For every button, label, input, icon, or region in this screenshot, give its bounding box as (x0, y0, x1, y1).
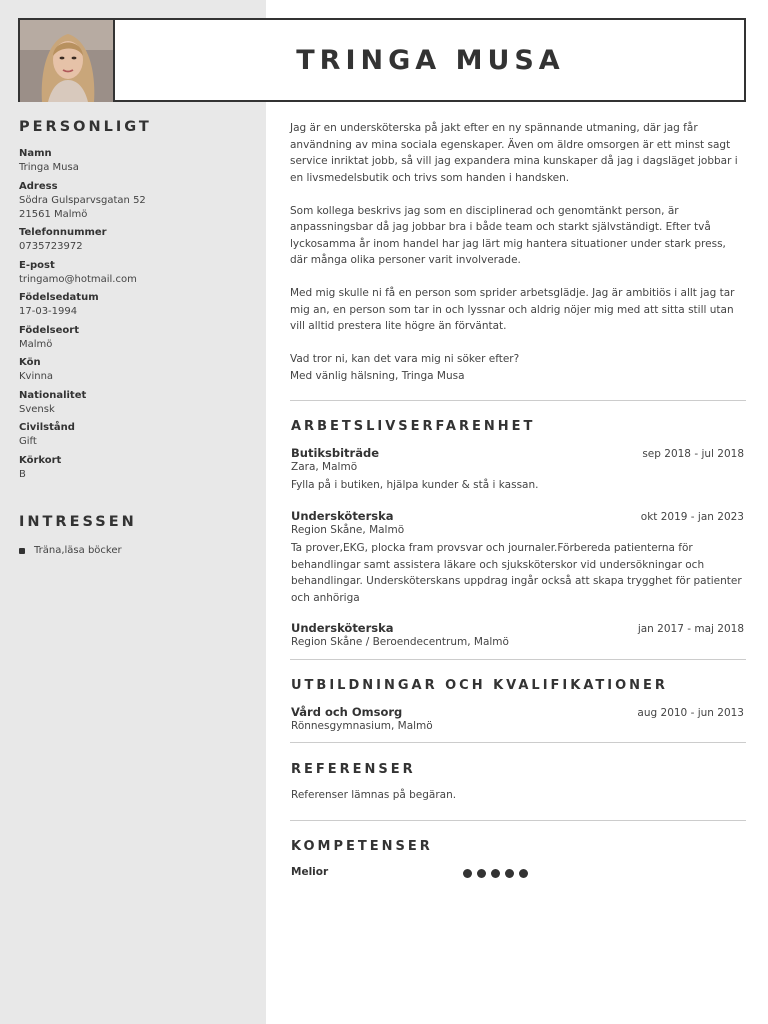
job-entry (291, 621, 744, 648)
personal-item-gender (19, 356, 259, 384)
interests-heading: INTRESSEN (19, 514, 137, 530)
divider (290, 659, 746, 660)
personal-label: Kön (19, 357, 41, 368)
bullet-icon (19, 548, 25, 554)
education-date: aug 2010 - jun 2013 (637, 707, 744, 719)
personal-label: Namn (19, 148, 52, 159)
personal-item-name (19, 147, 259, 175)
personal-item-nationality (19, 389, 259, 417)
references-heading: REFERENSER (291, 762, 416, 777)
job-description: Ta prover,EKG, plocka fram provsvar och journaler.Förbereda patienterna för behandlingar samt assistera läkare och sjuksköterskor vid undersökningar och behandlingar. Undersköterskans uppdrag ingår också att skapa trygghet för patienter och anhöriga (291, 542, 742, 604)
rating-dot-icon (519, 869, 528, 878)
education-place: Rönnesgymnasium, Malmö (291, 720, 433, 732)
job-description: Fylla på i butiken, hjälpa kunder & stå i kassan. (291, 479, 539, 491)
job-entry (291, 446, 744, 494)
personal-item-birthdate (19, 291, 259, 319)
personal-heading: PERSONLIGT (19, 119, 152, 135)
skill-item (291, 866, 551, 882)
job-date: okt 2019 - jan 2023 (640, 511, 744, 523)
intro-paragraph: Jag är en undersköterska på jakt efter en ny spännande utmaning, där jag får användning av mina sociala egenskaper. Även om äldre omsorgen är ett minst sagt service inriktat jobb, så vill jag expandera mina kunskaper då jag i dagsläget jobbar i en livsmedelsbutik och trivs som handen i handsken. (290, 122, 738, 184)
rating-dot-icon (463, 869, 472, 878)
personal-value: Svensk (19, 403, 55, 415)
personal-value: 21561 Malmö (19, 208, 88, 220)
intro-question: Vad tror ni, kan det vara mig ni söker efter? (290, 353, 520, 365)
job-place: Region Skåne / Beroendecentrum, Malmö (291, 636, 509, 648)
avatar (20, 20, 115, 102)
job-place: Zara, Malmö (291, 461, 358, 473)
rating-dot-icon (491, 869, 500, 878)
personal-label: Födelseort (19, 324, 79, 336)
profile-photo (20, 20, 115, 102)
divider (290, 400, 746, 401)
skills-heading: KOMPETENSER (291, 839, 433, 854)
rating-dot-icon (477, 869, 486, 878)
work-heading: ARBETSLIVSERFARENHET (291, 419, 536, 434)
personal-info-list (19, 147, 259, 486)
personal-value: B (19, 468, 26, 480)
personal-item-license (19, 454, 259, 482)
job-title: Butiksbiträde (291, 446, 380, 460)
cover-letter (290, 120, 746, 401)
personal-label: Civilstånd (19, 422, 75, 433)
intro-paragraph: Som kollega beskrivs jag som en disciplinerad och genomtänkt person, är anpassningsbar då jag jobbar bra i både team och starkt självständigt. Efter två lyckosamma år inom handel har jag lärt mig hantera situationer under stark press, där många olika personer varit involverade. (290, 204, 726, 266)
personal-value: Tringa Musa (19, 162, 79, 173)
skill-rating (463, 869, 533, 878)
rating-dot-icon (505, 869, 514, 878)
personal-label: E-post (19, 259, 55, 271)
skill-name: Melior (291, 866, 329, 878)
personal-item-address (19, 180, 259, 222)
education-heading: UTBILDNINGAR OCH KVALIFIKATIONER (291, 678, 668, 693)
personal-value: tringamo@hotmail.com (19, 273, 137, 285)
intro-paragraph: Med mig skulle ni få en person som sprider arbetsglädje. Jag är ambitiös i allt jag tar mig an, en person som tar in och lyssnar och aldrig nöjer mig med att sitta still utan vill alltid prestera lite högre än förväntat. (290, 287, 735, 332)
job-date: sep 2018 - jul 2018 (642, 448, 744, 460)
personal-value: Kvinna (19, 371, 54, 382)
intro-signoff: Med vänlig hälsning, Tringa Musa (290, 369, 465, 382)
personal-value: Södra Gulsparvsgatan 52 (19, 194, 146, 206)
personal-value: 17-03-1994 (19, 306, 78, 317)
job-title: Undersköterska (291, 509, 394, 523)
personal-label: Nationalitet (19, 389, 87, 401)
divider (290, 820, 746, 821)
job-date: jan 2017 - maj 2018 (637, 623, 744, 635)
personal-item-civil-status (19, 421, 259, 449)
personal-item-phone (19, 226, 259, 254)
personal-item-email (19, 259, 259, 287)
job-title: Undersköterska (291, 621, 394, 635)
personal-label: Körkort (19, 454, 62, 466)
personal-value: Malmö (19, 338, 53, 350)
personal-label: Adress (19, 180, 58, 192)
job-entry (291, 509, 744, 606)
education-entry (291, 705, 744, 732)
personal-label: Telefonnummer (19, 227, 107, 238)
candidate-name: TRINGA MUSA (296, 44, 565, 76)
education-title: Vård och Omsorg (291, 705, 403, 719)
personal-value: Gift (19, 436, 37, 447)
personal-value: 0735723972 (19, 241, 83, 252)
interest-item (19, 545, 122, 556)
personal-label: Födelsedatum (19, 292, 99, 303)
references-text: Referenser lämnas på begäran. (291, 789, 457, 801)
personal-item-birthplace (19, 324, 259, 352)
divider (290, 742, 746, 743)
job-place: Region Skåne, Malmö (291, 524, 405, 536)
interest-label: Träna,läsa böcker (34, 545, 122, 556)
